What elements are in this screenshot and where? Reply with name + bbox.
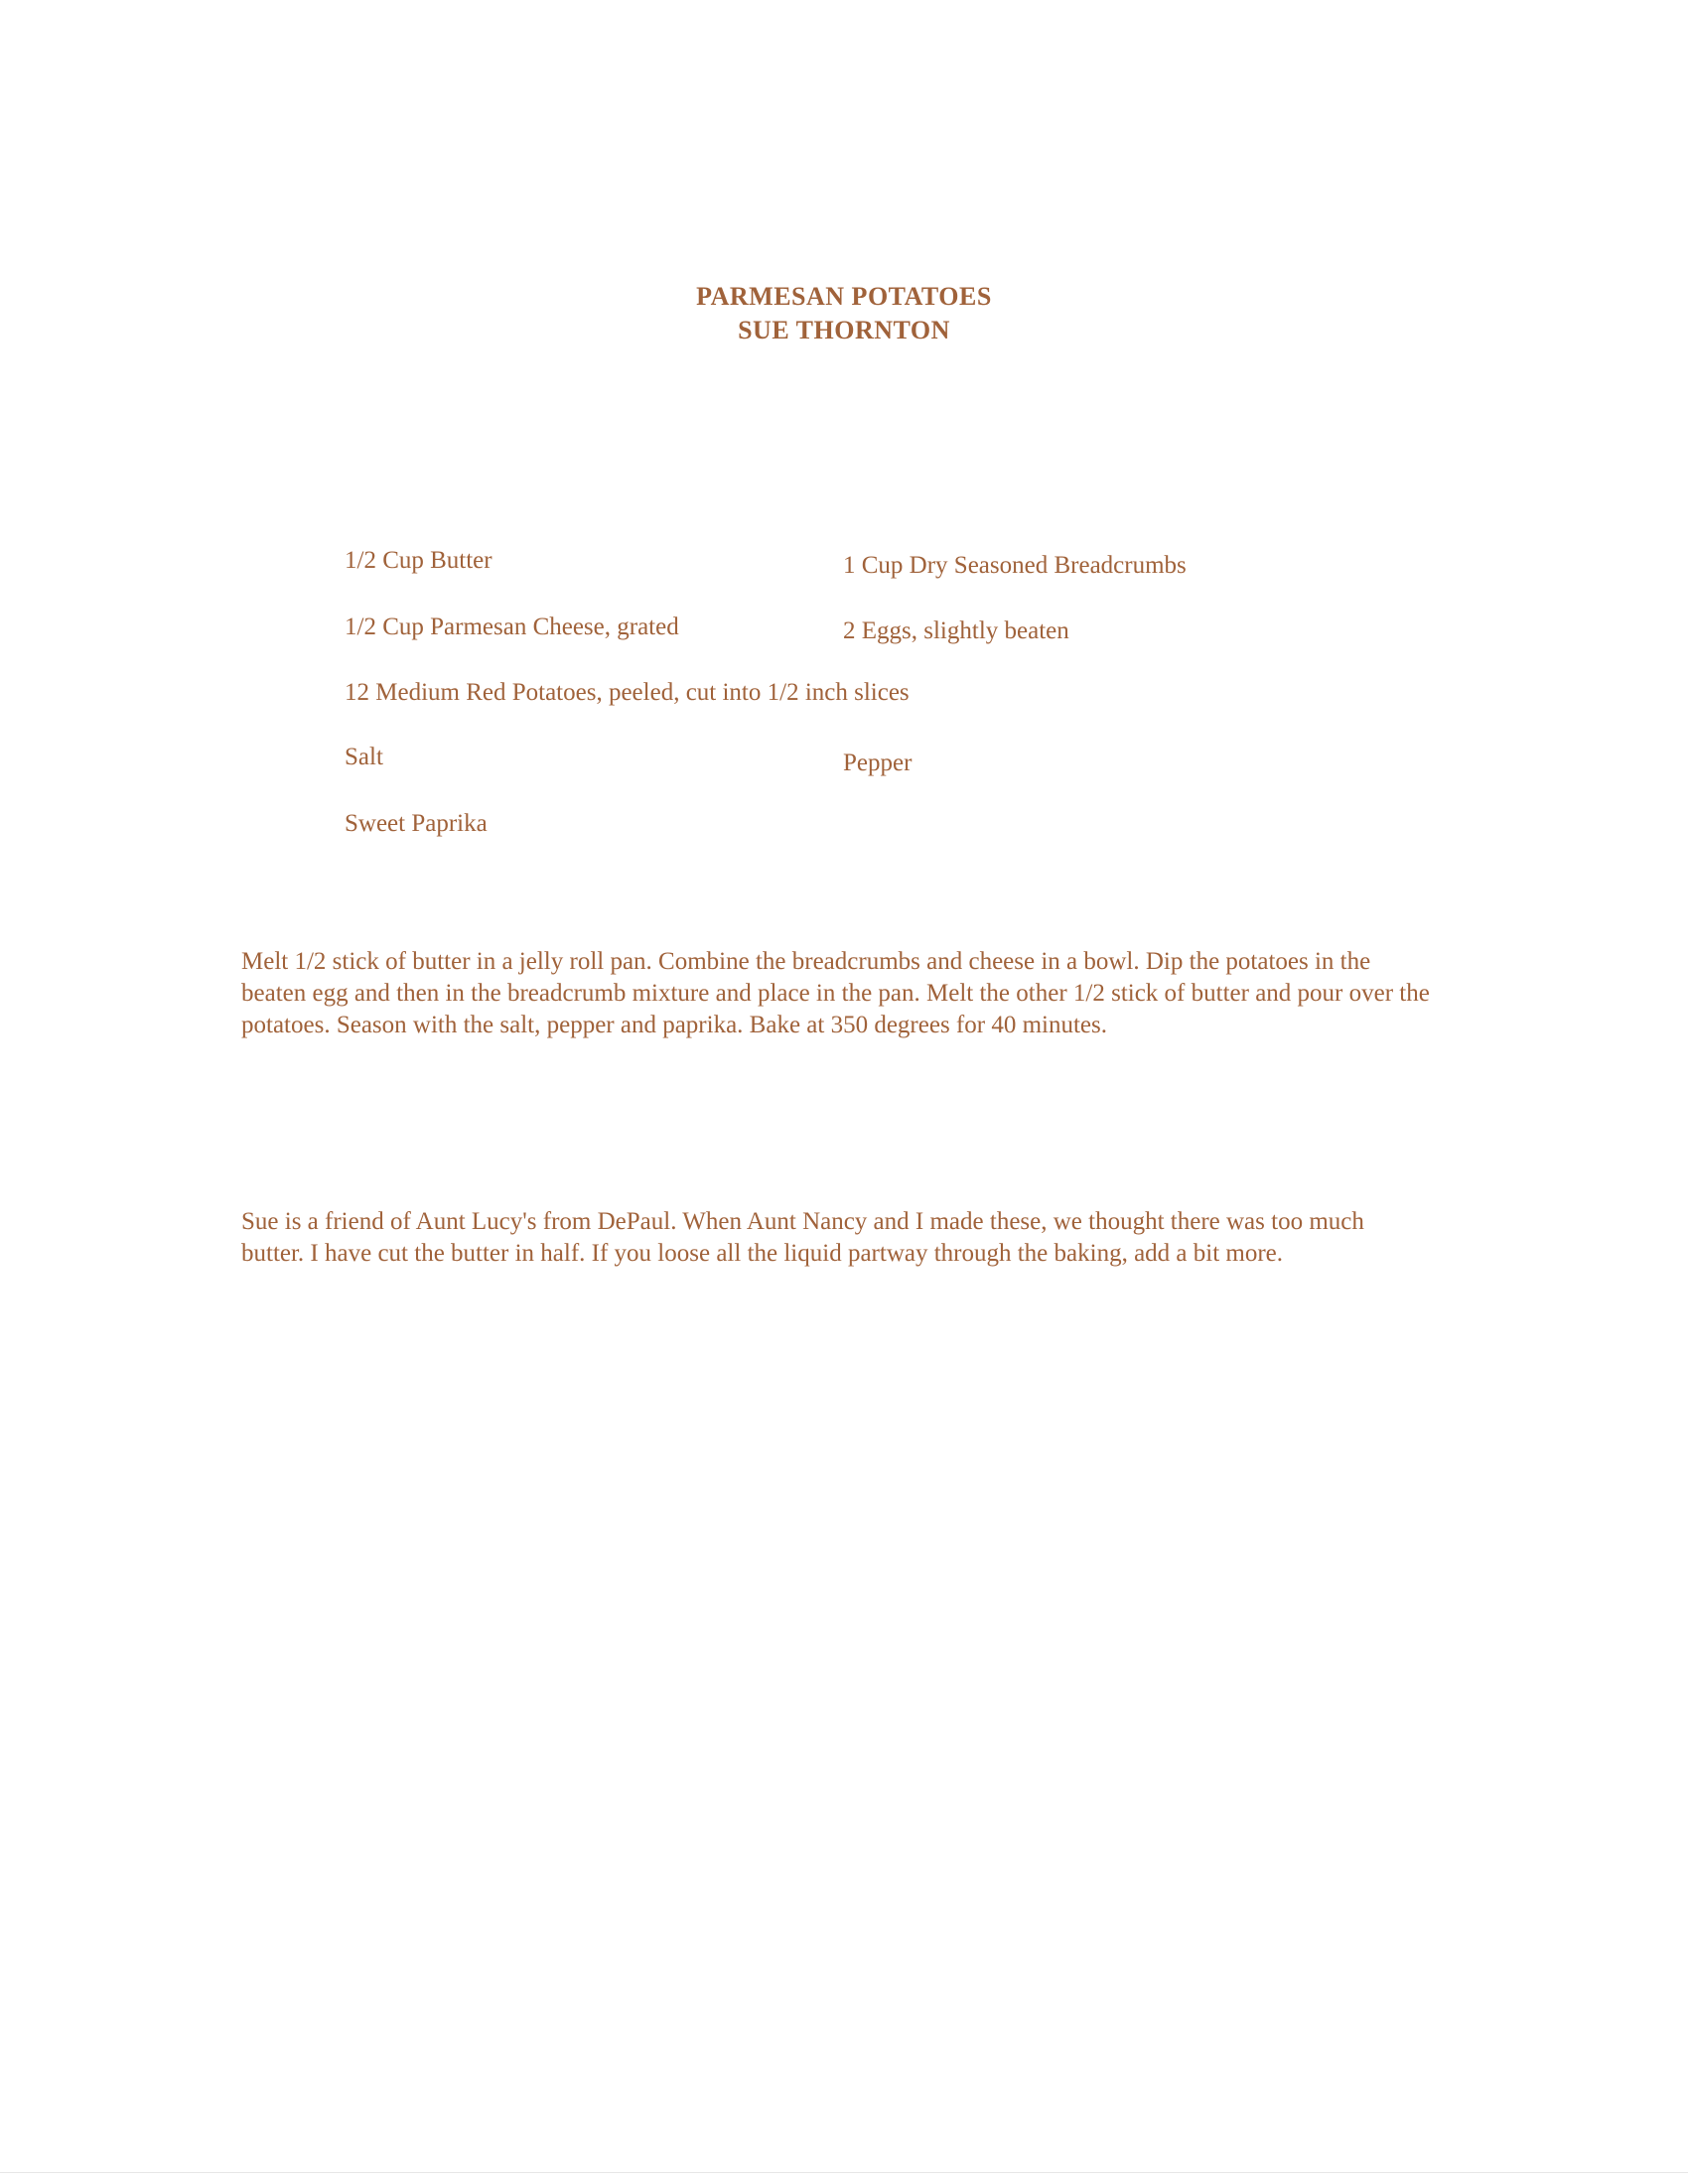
- recipe-author: SUE THORNTON: [738, 316, 950, 344]
- recipe-title: PARMESAN POTATOES: [696, 282, 992, 311]
- ingredient-salt: Salt: [345, 744, 383, 770]
- directions-paragraph: Melt 1/2 stick of butter in a jelly roll pan. Combine the breadcrumbs and cheese in a bowl. Dip the potatoes in the beaten egg and then in the breadcrumb mixture and place in the pan. Melt the other 1/2 stick of butter and pour over the potatoes. Season with the salt, pepper and paprika. Bake at 350 degrees for 40 minutes.: [241, 948, 1430, 1038]
- ingredient-paprika: Sweet Paprika: [345, 810, 488, 837]
- ingredient-potatoes: 12 Medium Red Potatoes, peeled, cut into 1/2 inch slices: [345, 679, 910, 706]
- ingredient-breadcrumbs: 1 Cup Dry Seasoned Breadcrumbs: [843, 552, 1187, 579]
- recipe-header: [0, 280, 1688, 347]
- ingredient-pepper: Pepper: [843, 750, 913, 776]
- scan-edge-line: [0, 2172, 1688, 2173]
- ingredient-eggs: 2 Eggs, slightly beaten: [843, 617, 1069, 644]
- ingredient-parmesan: 1/2 Cup Parmesan Cheese, grated: [345, 614, 679, 640]
- notes-paragraph: Sue is a friend of Aunt Lucy's from DePaul. When Aunt Nancy and I made these, we thought there was too much butter. I have cut the butter in half. If you loose all the liquid partway through the baking, add a bit more.: [241, 1208, 1364, 1267]
- ingredient-butter: 1/2 Cup Butter: [345, 547, 492, 574]
